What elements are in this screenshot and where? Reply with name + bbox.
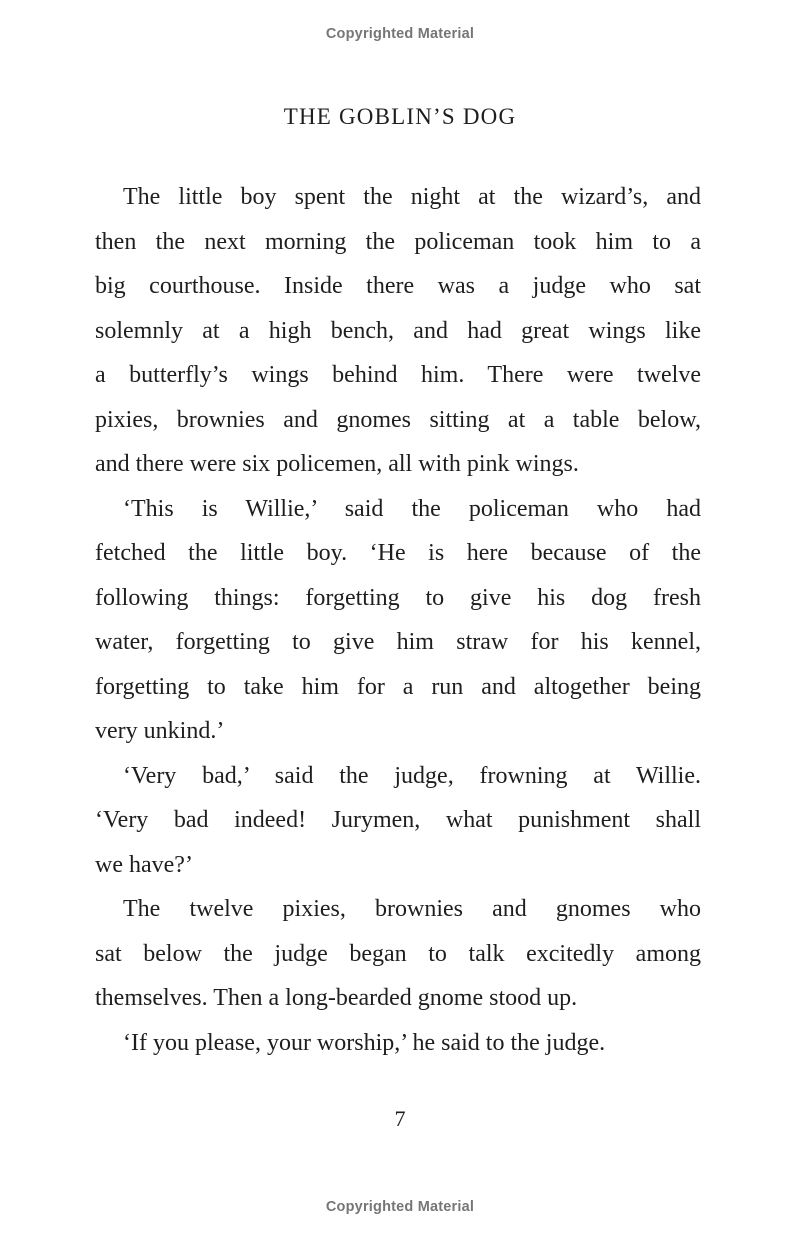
text-line: forgetting to take him for a run and altogether being [95, 673, 701, 700]
text-line: The little boy spent the night at the wizard’s, and [123, 184, 701, 210]
page-number: 7 [394, 1106, 406, 1131]
text-line: we have?’ [95, 851, 193, 878]
text-line: a butterfly’s wings behind him. There were twelve [95, 362, 701, 388]
text-line: pixies, brownies and gnomes sitting at a table below, [95, 406, 701, 433]
text-line: very unkind.’ [95, 718, 225, 744]
text-line: fetched the little boy. ‘He is here because of the [95, 540, 701, 566]
copyright-footer: Copyrighted Material [325, 1199, 475, 1215]
text-line: and there were six policemen, all with pink wings. [95, 451, 579, 477]
body-text [95, 175, 701, 1065]
text-line: then the next morning the policeman took him to a [95, 228, 701, 255]
chapter-title: THE GOBLIN’S DOG [283, 104, 517, 129]
text-line: ‘Very bad,’ said the judge, frowning at Willie. [123, 762, 701, 789]
text-line: ‘This is Willie,’ said the policeman who had [123, 495, 701, 522]
text-line: solemnly at a high bench, and had great wings like [95, 317, 701, 344]
text-line: themselves. Then a long-bearded gnome stood up. [95, 985, 578, 1011]
text-line: ‘If you please, your worship,’ he said to the judge. [123, 1029, 606, 1056]
text-line: water, forgetting to give him straw for his kennel, [95, 629, 701, 655]
text-line: ‘Very bad indeed! Jurymen, what punishment shall [95, 807, 701, 833]
copyright-header: Copyrighted Material [325, 26, 475, 42]
text-line: following things: forgetting to give his dog fresh [95, 584, 701, 611]
text-line: sat below the judge began to talk excitedly among [95, 940, 701, 967]
text-line: big courthouse. Inside there was a judge who sat [95, 273, 701, 299]
text-line: The twelve pixies, brownies and gnomes who [123, 896, 701, 922]
